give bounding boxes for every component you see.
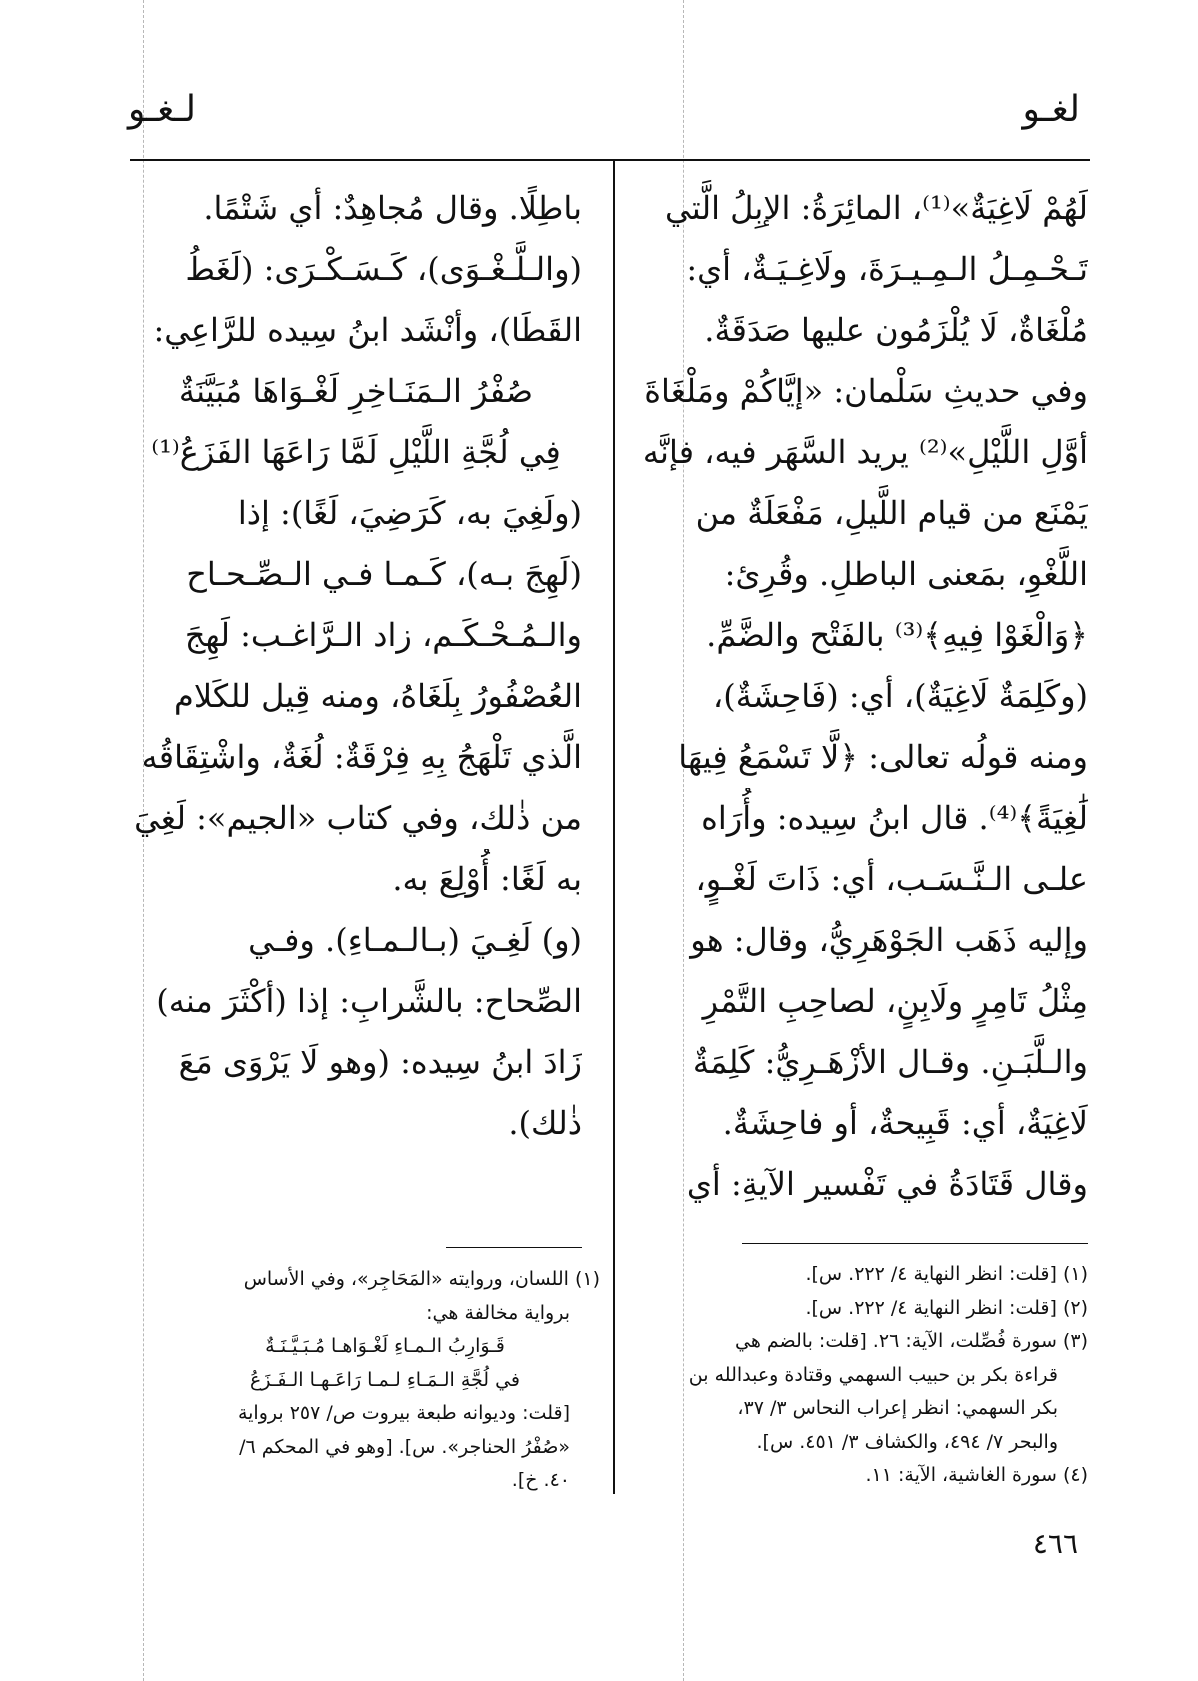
footnote-line: (١) [قلت: انظر النهاية ٤/ ٢٢٢. س]. xyxy=(805,1263,1088,1285)
text-line: الصِّحاح: بالشَّرابِ: إذا (أكْثَرَ منه) xyxy=(156,982,582,1020)
text-line: وفي حديثِ سَلْمان: «إيَّاكُمْ ومَلْغَاةَ xyxy=(644,372,1088,410)
text-line: باطِلًا. وقال مُجاهِدٌ: أي شَتْمًا. xyxy=(203,189,582,227)
text-line: الَّذي تَلْهَجُ بِهِ فِرْقَةٌ: لُغَةٌ، واشْتِقَاقُه xyxy=(141,738,582,776)
text-line: زَادَ ابنُ سِيده: (وهو لَا يَرْوَى مَعَ xyxy=(178,1043,582,1081)
text-line: (لَهِجَ بـه)، كَـمـا فـي الـصِّـحـاح xyxy=(186,555,582,593)
footnote-verse: قَـوَارِبُ الـمـاءِ لَغْـوَاهـا مُـبَـيَّـنَـةٌ xyxy=(265,1335,505,1357)
footnote-line: (٢) [قلت: انظر النهاية ٤/ ٢٢٢. س]. xyxy=(805,1296,1088,1319)
footnote-rule-left xyxy=(446,1247,582,1248)
text-line: علـى الـنَّـسَـب، أي: ذَاتَ لَغْـوٍ، xyxy=(695,860,1088,898)
footnote-line: ٤٠. خ]. xyxy=(511,1469,570,1491)
poem-verse: فِي لُجَّةِ اللَّيْلِ لَمَّا رَاعَهَا الفَزَعُ⁽¹⁾ xyxy=(151,433,561,471)
text-line: ﴿وَالْغَوْا فِيهِ﴾⁽³⁾ بالفَتْح والضَّمِّ. xyxy=(706,616,1088,654)
footnote-line: (١) اللسان، وروايته «المَحَاجِر»، وفي الأساس xyxy=(243,1268,600,1290)
header-rule xyxy=(130,159,1090,161)
text-line: (ولَغِيَ به، كَرَضِيَ، لَغًا): إذا xyxy=(237,494,582,532)
text-line: (وكَلِمَةٌ لَاغِيَةٌ)، أي: (فَاحِشَةٌ)، xyxy=(712,677,1088,715)
footnote-rule-right xyxy=(742,1243,1088,1244)
text-line: مِثْلُ تَامِرٍ ولَابِنٍ، لصاحِبِ التَّمْرِ xyxy=(702,982,1088,1020)
text-line: يَمْنَع من قيام اللَّيلِ، مَفْعَلَةٌ من xyxy=(695,494,1088,532)
poem-verse: صُفْرُ الـمَنَـاخِرِ لَغْـوَاهَا مُبَيَّنَةٌ xyxy=(178,372,534,410)
footnote-line: برواية مخالفة هي: xyxy=(426,1301,570,1324)
text-line: وإليه ذَهَب الجَوْهَرِيُّ، وقال: هو xyxy=(690,921,1088,959)
running-header-left: لـغـو xyxy=(128,89,197,130)
text-line: لَاغِيَةٌ، أي: قَبِيحةٌ، أو فاحِشَةٌ. xyxy=(722,1104,1088,1142)
text-line: والـلَّبَـنِ. وقـال الأزْهَـرِيُّ: كَلِمَةٌ xyxy=(692,1043,1088,1081)
footnotes-right xyxy=(618,1258,1088,1493)
text-line: لَٰغِيَةً﴾⁽⁴⁾. قال ابنُ سِيده: وأُرَاه xyxy=(701,799,1088,837)
text-line: والـمُـحْـكَـم، زاد الـرَّاغـب: لَهِجَ xyxy=(184,616,582,654)
text-line: من ذٰلك، وفي كتاب «الجيم»: لَغِيَ xyxy=(134,799,582,837)
text-line: تَـحْـمِـلُ الـمِـيـرَةَ، ولَاغِـيَـةٌ، أي: xyxy=(686,250,1088,288)
text-line: (والـلَّـغْـوَى)، كَـسَـكْـرَى: (لَغَطُ xyxy=(185,250,582,288)
column-divider xyxy=(613,159,615,1494)
text-line: العُصْفُورُ بِلَغَاهُ، ومنه قِيل للكَلام xyxy=(174,677,582,715)
footnote-line: والبحر ٧/ ٤٩٤، والكشاف ٣/ ٤٥١. س]. xyxy=(756,1430,1058,1453)
footnote-line: (٤) سورة الغاشية، الآية: ١١. xyxy=(865,1464,1088,1486)
footnote-line: (٣) سورة فُصِّلت، الآية: ٢٦. [قلت: بالضم هي xyxy=(735,1330,1088,1352)
text-line: اللَّغْوِ، بمَعنى الباطلِ. وقُرِئ: xyxy=(724,555,1088,593)
footnotes-left xyxy=(130,1263,600,1498)
text-line: وقال قَتَادَةُ في تَفْسير الآيةِ: أي xyxy=(686,1165,1088,1203)
footnote-line: قراءة بكر بن حبيب السهمي وقتادة وعبدالله بن xyxy=(688,1363,1058,1386)
running-header-right: لغـو xyxy=(1022,89,1080,130)
text-line: القَطَا)، وأنْشَد ابنُ سِيده للرَّاعِي: xyxy=(153,311,582,349)
text-line: ذٰلك). xyxy=(508,1104,582,1142)
right-text-column xyxy=(642,178,1088,1215)
left-text-column xyxy=(130,178,582,1154)
text-line: به لَغًا: أُوْلِعَ به. xyxy=(392,860,582,898)
text-line: لَهُمْ لَاغِيَةٌ»⁽¹⁾، المائِرَةُ: الإبِلُ الَّتي xyxy=(665,189,1088,227)
footnote-line: «صُفْرُ الحناجر». س]. [وهو في المحكم ٦/ xyxy=(239,1435,570,1458)
footnote-line: بكر السهمي: انظر إعراب النحاس ٣/ ٣٧، xyxy=(737,1397,1058,1419)
footnote-line: [قلت: وديوانه طبعة بيروت ص/ ٢٥٧ برواية xyxy=(237,1402,570,1424)
text-line: (و) لَغِـيَ (بـالـمـاءِ). وفـي xyxy=(248,921,582,959)
text-line: ومنه قولُه تعالى: ﴿لَّا تَسْمَعُ فِيهَا xyxy=(678,738,1088,776)
text-line: مُلْغَاةٌ، لَا يُلْزَمُون عليها صَدَقَةٌ. xyxy=(704,311,1088,349)
footnote-verse: في لُجَّةِ الـمَـاءِ لـمـا رَاعَـهـا الـفَـزَعُ xyxy=(249,1368,521,1391)
text-line: أوَّلِ اللَّيْلِ»⁽²⁾ يريد السَّهَر فيه، فإنَّه xyxy=(642,433,1088,471)
page-number: ٤٦٦ xyxy=(1032,1527,1078,1560)
